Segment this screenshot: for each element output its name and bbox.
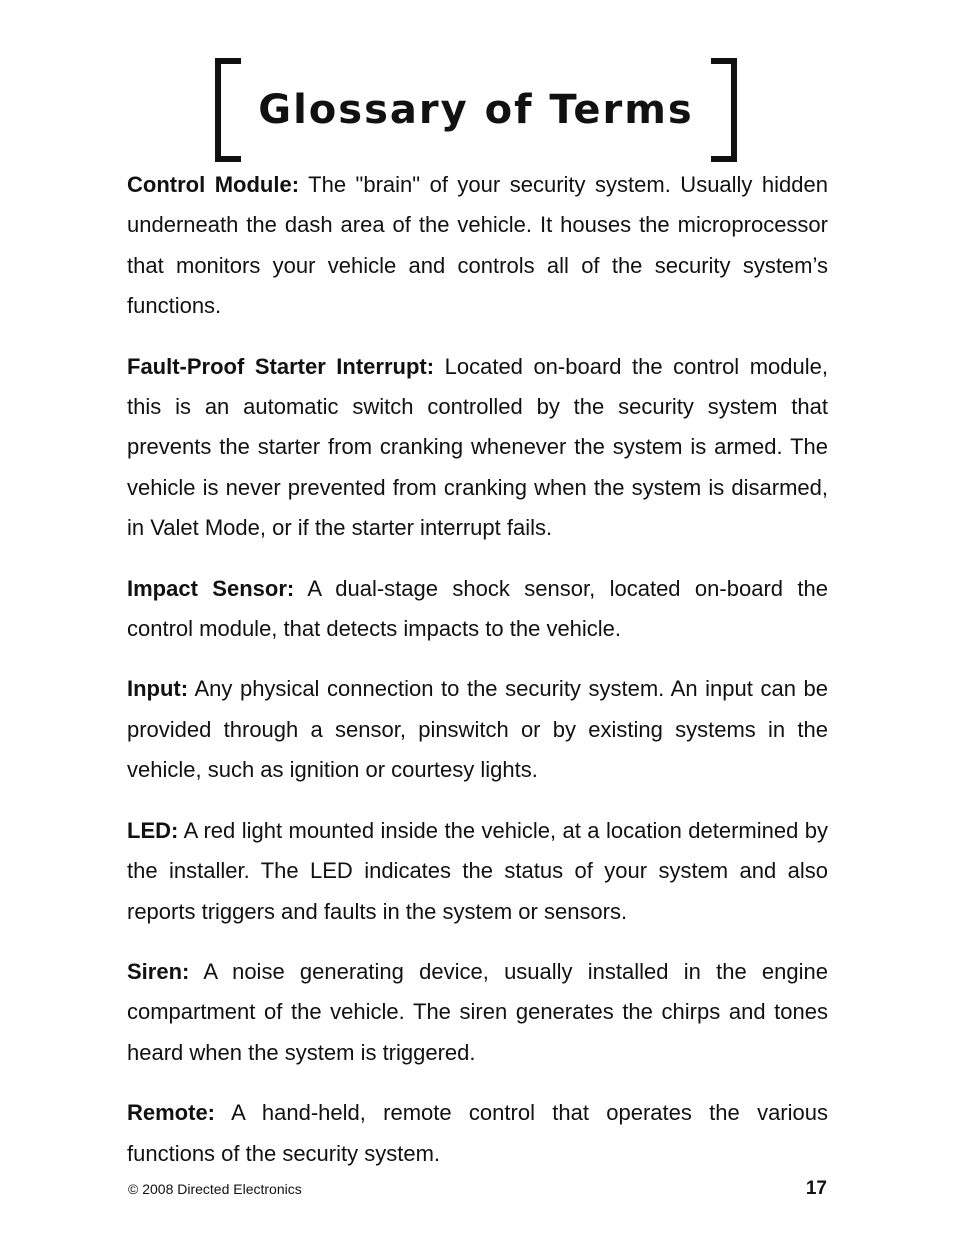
glossary-term: Siren: — [127, 958, 190, 984]
copyright-footer: © 2008 Directed Electronics — [128, 1181, 302, 1197]
glossary-term: Remote: — [127, 1100, 216, 1126]
glossary-definition: A red light mounted inside the vehicle, at a location determined by the installer. The LED indicates the status of your system and also reports triggers and faults in the system or sensors. — [127, 817, 828, 924]
glossary-entry-remote — [127, 1093, 828, 1174]
glossary-definition: A hand-held, remote control that operates the various functions of the security system. — [127, 1100, 828, 1166]
right-bracket-decoration — [711, 58, 737, 162]
glossary-entry-siren — [127, 952, 828, 1073]
glossary-definition: Any physical connection to the security system. An input can be provided through a sensor, pinswitch or by existing systems in the vehicle, such as ignition or courtesy lights. — [127, 676, 828, 783]
glossary-entry-starter-interrupt — [127, 347, 828, 549]
glossary-term: Control Module: — [127, 172, 300, 197]
page-number: 17 — [805, 1178, 827, 1199]
glossary-term: LED: — [127, 817, 179, 843]
glossary-term: Input: — [127, 676, 189, 702]
title-header — [215, 58, 737, 162]
glossary-entry-input — [127, 669, 828, 790]
glossary-definition: The "brain" of your security system. Usually hidden underneath the dash area of the vehicle. It houses the microprocessor that monitors your vehicle and controls all of the security system’s functions. — [127, 172, 828, 319]
page-title: Glossary of Terms — [258, 87, 694, 133]
glossary-term: Impact Sensor: — [127, 575, 295, 601]
glossary-entry-impact-sensor — [127, 569, 828, 650]
glossary-list — [127, 165, 828, 1194]
glossary-term: Fault-Proof Starter Interrupt: — [127, 353, 435, 379]
glossary-definition: A dual-stage shock sensor, located on-board the control module, that detects impacts to the vehicle. — [127, 575, 828, 642]
glossary-definition: A noise generating device, usually installed in the engine compartment of the vehicle. The siren generates the chirps and tones heard when the system is triggered. — [127, 958, 828, 1065]
glossary-definition: Located on-board the control module, this is an automatic switch controlled by the security system that prevents the starter from cranking whenever the system is armed. The vehicle is never prevented from cranking when the system is disarmed, in Valet Mode, or if the starter interrupt fails. — [127, 353, 828, 541]
glossary-entry-control-module — [127, 165, 828, 327]
glossary-entry-led — [127, 811, 828, 932]
